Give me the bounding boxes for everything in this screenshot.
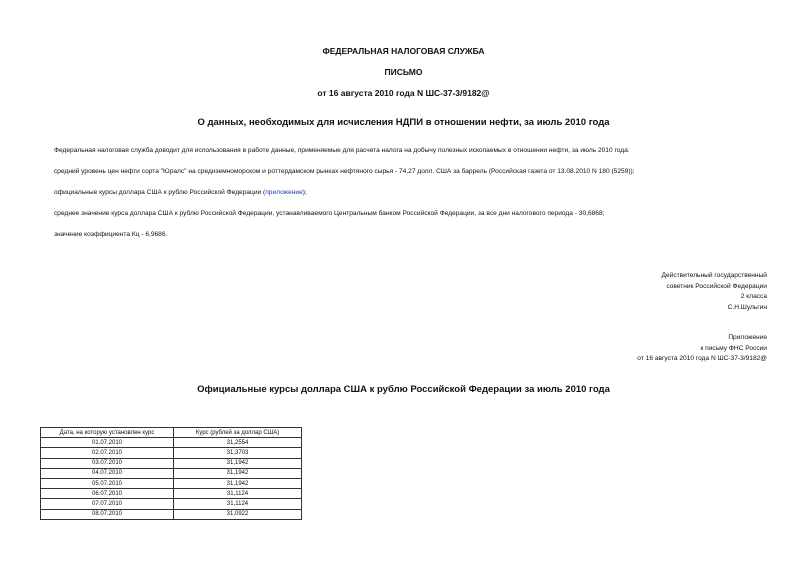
date-cell: 02.07.2010 xyxy=(41,448,174,458)
signatory-name: С.Н.Шульгин xyxy=(727,303,767,311)
appendix-title: Официальные курсы доллара США к рублю Российской Федерации за июль 2010 года xyxy=(197,384,610,395)
coefficient-paragraph: значение коэффициента Кц - 6,9686. xyxy=(54,231,168,238)
column-header-date: Дата, на которую установлен курс xyxy=(41,428,174,438)
document-date-number: от 16 августа 2010 года N ШС-37-3/9182@ xyxy=(317,88,490,98)
table-row xyxy=(41,438,302,448)
signature-line: Действительный государственный xyxy=(661,272,767,279)
column-header-rate: Курс (рублей за доллар США) xyxy=(174,428,302,438)
signature-block xyxy=(662,271,768,313)
rate-cell: 31,0922 xyxy=(174,509,302,519)
signature-line: советник Российской Федерации xyxy=(666,282,767,290)
table-header-row xyxy=(41,428,302,438)
document-type-heading: ПИСЬМО xyxy=(384,67,423,77)
table-row xyxy=(41,468,302,478)
table-row xyxy=(41,499,302,509)
date-cell: 03.07.2010 xyxy=(41,458,174,468)
oil-price-paragraph: средний уровень цен нефти сорта "Юралс" на средиземноморском и роттердамском рынках нефтяного сырья - 74,27 долл. США за баррель (Российская газета от 13.08.2010 N 180 (5259)); xyxy=(54,168,635,175)
exchange-rates-paragraph xyxy=(54,189,307,196)
date-cell: 01.07.2010 xyxy=(41,438,174,448)
exchange-rates-text-end: ); xyxy=(302,189,307,196)
intro-paragraph: Федеральная налоговая служба доводит для использования в работе данные, применяемые для расчета налога на добычу полезных ископаемых в отношении нефти, за июль 2010 года: xyxy=(54,147,630,154)
date-cell: 08.07.2010 xyxy=(41,509,174,519)
table-row xyxy=(41,458,302,468)
date-cell: 07.07.2010 xyxy=(41,499,174,509)
rate-cell: 31,1942 xyxy=(174,458,302,468)
exchange-rates-text: официальные курсы доллара США к рублю Российской Федерации ( xyxy=(54,189,266,196)
rate-cell: 31,1942 xyxy=(174,478,302,488)
average-rate-paragraph: среднее значение курса доллара США к рублю Российской Федерации, устанавливаемого Центральным банком Российской Федерации, за все дни налогового периода - 30,6868; xyxy=(54,210,605,217)
rate-cell: 31,1942 xyxy=(174,468,302,478)
appendix-reference-date: от 16 августа 2010 года N ШС-37-3/9182@ xyxy=(637,355,767,362)
date-cell: 05.07.2010 xyxy=(41,478,174,488)
rate-cell: 31,2554 xyxy=(174,438,302,448)
rate-cell: 31,1124 xyxy=(174,499,302,509)
rate-cell: 31,3703 xyxy=(174,448,302,458)
table-row xyxy=(41,448,302,458)
appendix-label: Приложение xyxy=(728,334,767,341)
appendix-link[interactable]: приложение xyxy=(265,189,303,196)
rate-cell: 31,1124 xyxy=(174,489,302,499)
date-cell: 06.07.2010 xyxy=(41,489,174,499)
appendix-header xyxy=(637,333,767,365)
table-row xyxy=(41,478,302,488)
date-cell: 04.07.2010 xyxy=(41,468,174,478)
signature-line: 2 класса xyxy=(740,293,767,300)
agency-heading: ФЕДЕРАЛЬНАЯ НАЛОГОВАЯ СЛУЖБА xyxy=(322,46,485,56)
rates-table xyxy=(40,427,302,520)
table-row xyxy=(41,509,302,519)
table-row xyxy=(41,489,302,499)
document-title: О данных, необходимых для исчисления НДПИ в отношении нефти, за июль 2010 года xyxy=(197,117,610,128)
appendix-reference: к письму ФНС России xyxy=(700,344,767,352)
